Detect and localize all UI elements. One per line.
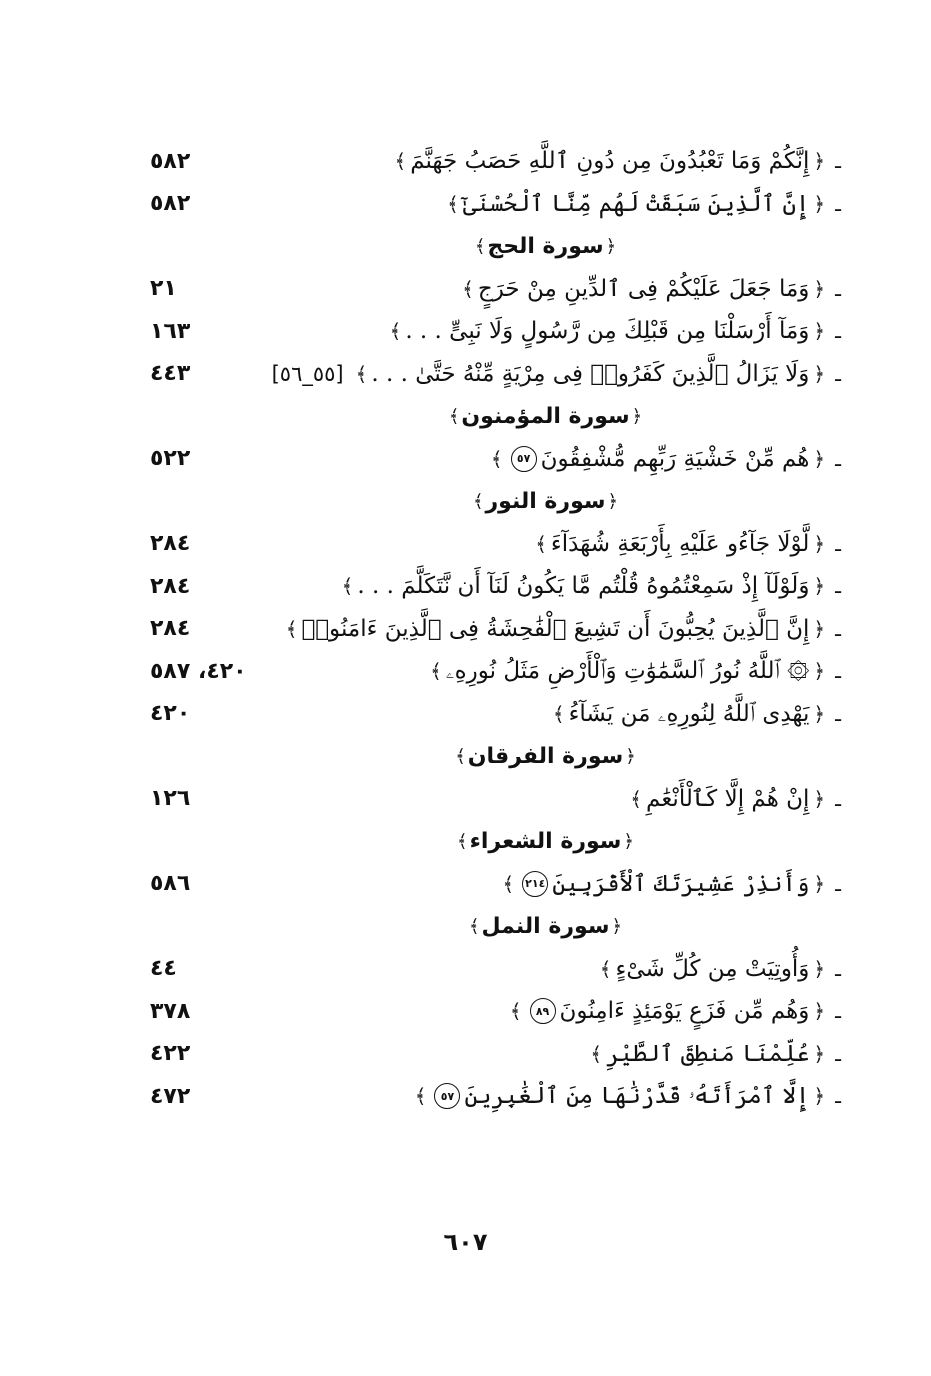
page-reference: ٥٢٢: [150, 446, 191, 472]
verse-entry: [150, 268, 841, 311]
page-reference: ٤٤٣: [150, 361, 191, 387]
page-reference: ١٢٦: [150, 786, 191, 812]
list-dash: ـ: [835, 361, 841, 386]
verse-entry: [150, 1075, 841, 1118]
verse-text: ۞ ٱللَّهُ نُورُ ٱلسَّمَٰوَٰتِ وَٱلْأَرْضِ مَثَلُ نُورِهِۦ: [445, 658, 810, 685]
ayah-number-marker: ٥٧: [434, 1083, 460, 1109]
verse-text: وَأُوتِيَتْ مِن كُلِّ شَىْءٍ: [615, 955, 810, 982]
list-dash: ـ: [835, 999, 841, 1024]
verse-quote: [596, 956, 841, 982]
surah-heading: [150, 820, 841, 863]
verse-quote: [282, 616, 841, 642]
verse-entry: [150, 778, 841, 821]
surah-heading-text: سورة المؤمنون: [461, 403, 630, 429]
verse-entry: [150, 565, 841, 608]
list-dash: ـ: [835, 616, 841, 641]
verse-quote: [386, 318, 841, 344]
verse-text: إِنَّ ٱلَّذِينَ سَبَقَتْ لَهُم مِّنَّا ٱلْحُسْنَىٰٓ: [462, 190, 810, 217]
ornate-bracket-close: ﴾: [599, 956, 612, 981]
verse-text: وَلَا يَزَالُ ٱلَّذِينَ كَفَرُوا۟ فِى مِرْيَةٍ مِّنْهُ حَتَّىٰ . . .: [371, 360, 810, 387]
surah-heading: [150, 395, 841, 438]
ornate-bracket-open: ﴿: [813, 999, 826, 1024]
verse-range-reference: [٥٥_٥٦]: [271, 361, 344, 386]
list-dash: ـ: [835, 149, 841, 174]
ornate-bracket-close: ﴾: [502, 871, 515, 896]
verse-entry: [150, 438, 841, 481]
ornate-bracket-close: ﴾: [448, 405, 460, 427]
verse-quote: [487, 446, 841, 472]
page-reference: ٤٧٢: [150, 1083, 191, 1109]
list-dash: ـ: [835, 276, 841, 301]
ornate-bracket-close: ﴾: [590, 1041, 603, 1066]
ornate-bracket-open: ﴿: [623, 830, 634, 852]
ornate-bracket-open: ﴿: [813, 786, 826, 811]
verse-quote: [506, 998, 841, 1024]
ornate-bracket-open: ﴿: [813, 1041, 826, 1066]
surah-heading-text: سورة الفرقان: [467, 743, 624, 769]
ornate-bracket-open: ﴿: [607, 490, 619, 512]
verse-entry: [150, 310, 841, 353]
list-dash: ـ: [835, 1041, 841, 1066]
verse-text: إِنَّ ٱلَّذِينَ يُحِبُّونَ أَن تَشِيعَ ٱلْفَٰحِشَةُ فِى ٱلَّذِينَ ءَامَنُوا۟: [301, 615, 810, 642]
surah-heading-text: سورة الشعراء: [469, 828, 622, 854]
page-reference: ٢٨٤: [150, 616, 191, 642]
verse-text: وَلَوْلَآ إِذْ سَمِعْتُمُوهُ قُلْتُم مَّا يَكُونُ لَنَآ أَن نَّتَكَلَّمَ . . .: [357, 573, 810, 600]
surah-heading: [150, 735, 841, 778]
verse-quote: [272, 361, 841, 387]
ayah-number-marker: ٥٧: [511, 446, 537, 472]
list-dash: ـ: [835, 871, 841, 896]
list-dash: ـ: [835, 319, 841, 344]
ornate-bracket-close: ﴾: [462, 276, 474, 301]
ornate-bracket-close: ﴾: [285, 616, 298, 641]
list-dash: ـ: [835, 531, 841, 556]
ornate-bracket-close: ﴾: [414, 1084, 427, 1109]
ornate-bracket-open: ﴿: [813, 319, 826, 344]
verse-entry: [150, 1033, 841, 1076]
verse-entry: [150, 608, 841, 651]
verse-quote: [458, 276, 841, 302]
verse-text: وَأَنذِرْ عَشِيرَتَكَ ٱلْأَقْرَبِينَ: [552, 870, 810, 897]
list-dash: ـ: [835, 574, 841, 599]
ornate-bracket-open: ﴿: [813, 446, 826, 471]
verse-entry: [150, 353, 841, 396]
ayah-number-marker: ٢١٤: [522, 871, 548, 897]
ornate-bracket-open: ﴿: [813, 871, 826, 896]
page-reference: ٤٢٢: [150, 1041, 191, 1067]
surah-heading: [150, 905, 841, 948]
ornate-bracket-close: ﴾: [389, 319, 402, 344]
ornate-bracket-close: ﴾: [474, 235, 486, 257]
page-reference: ٥٨٢: [150, 191, 191, 217]
verse-entry: [150, 948, 841, 991]
ornate-bracket-open: ﴿: [813, 276, 826, 301]
ornate-bracket-close: ﴾: [355, 361, 368, 386]
ornate-bracket-open: ﴿: [813, 1084, 826, 1109]
ornate-bracket-open: ﴿: [813, 361, 826, 386]
surah-heading-text: سورة النور: [485, 488, 606, 514]
list-dash: ـ: [835, 786, 841, 811]
surah-heading: [150, 225, 841, 268]
page-reference: ٤٢٠، ٥٨٧: [150, 658, 247, 684]
verse-text: لَّوْلَا جَآءُو عَلَيْهِ بِأَرْبَعَةِ شُهَدَآءَ: [550, 530, 810, 557]
verse-text: إِنَّكُمْ وَمَا تَعْبُدُونَ مِن دُونِ ٱللَّهِ حَصَبُ جَهَنَّمَ: [410, 148, 810, 175]
verse-quote: [586, 1041, 841, 1067]
page-reference: ٢٨٤: [150, 573, 191, 599]
surah-heading-text: سورة النمل: [481, 913, 610, 939]
verse-quote: [426, 658, 841, 684]
index-list: [150, 140, 841, 1118]
ayah-number-marker: ٨٩: [530, 998, 556, 1024]
verse-quote: [390, 148, 841, 174]
page-reference: ١٦٣: [150, 318, 191, 344]
list-dash: ـ: [835, 659, 841, 684]
page-reference: ٤٤: [150, 956, 177, 982]
list-dash: ـ: [835, 701, 841, 726]
ornate-bracket-close: ﴾: [490, 446, 503, 471]
ornate-bracket-close: ﴾: [552, 701, 565, 726]
page-reference: ٢٨٤: [150, 531, 191, 557]
verse-quote: [549, 701, 841, 727]
ornate-bracket-close: ﴾: [472, 490, 484, 512]
ornate-bracket-open: ﴿: [625, 745, 636, 767]
verse-text: وَمَا جَعَلَ عَلَيْكُمْ فِى ٱلدِّينِ مِنْ حَرَجٍ: [477, 275, 810, 302]
ornate-bracket-close: ﴾: [430, 659, 442, 684]
ornate-bracket-close: ﴾: [455, 745, 466, 767]
ornate-bracket-close: ﴾: [509, 999, 522, 1024]
verse-entry: [150, 140, 841, 183]
ornate-bracket-close: ﴾: [630, 786, 643, 811]
verse-text: إِنْ هُمْ إِلَّا كَٱلْأَنْعَٰمِ: [646, 785, 810, 812]
ornate-bracket-close: ﴾: [469, 915, 480, 937]
ornate-bracket-open: ﴿: [813, 701, 826, 726]
surah-heading-text: سورة الحج: [487, 233, 604, 259]
verse-entry: [150, 523, 841, 566]
page-reference: ٣٧٨: [150, 998, 191, 1024]
verse-entry: [150, 693, 841, 736]
verse-quote: [499, 871, 842, 897]
list-dash: ـ: [835, 191, 841, 216]
ornate-bracket-close: ﴾: [535, 531, 547, 556]
ornate-bracket-open: ﴿: [813, 149, 826, 174]
page-reference: ٥٨٢: [150, 148, 191, 174]
verse-entry: [150, 183, 841, 226]
verse-text: إِلَّا ٱمْرَأَتَهُۥ قَدَّرْنَٰهَا مِنَ ٱلْغَٰبِرِينَ: [464, 1083, 810, 1110]
page-reference: ٥٨٦: [150, 871, 191, 897]
ornate-bracket-open: ﴿: [813, 191, 826, 216]
verse-text: هُم مِّنْ خَشْيَةِ رَبِّهِم مُّشْفِقُونَ: [540, 445, 810, 472]
ornate-bracket-open: ﴿: [631, 405, 643, 427]
list-dash: ـ: [835, 956, 841, 981]
page-reference: ٢١: [150, 276, 177, 302]
ornate-bracket-open: ﴿: [813, 616, 826, 641]
surah-heading: [150, 480, 841, 523]
verse-text: وَمَآ أَرْسَلْنَا مِن قَبْلِكَ مِن رَّسُولٍ وَلَا نَبِىٍّ . . .: [405, 318, 810, 345]
verse-quote: [443, 191, 841, 217]
verse-quote: [531, 531, 841, 557]
ornate-bracket-open: ﴿: [813, 531, 826, 556]
ornate-bracket-close: ﴾: [394, 149, 407, 174]
page-reference: ٤٢٠: [150, 701, 191, 727]
list-dash: ـ: [835, 446, 841, 471]
ornate-bracket-close: ﴾: [341, 574, 354, 599]
verse-entry: [150, 650, 841, 693]
verse-entry: [150, 863, 841, 906]
ornate-bracket-open: ﴿: [611, 915, 623, 937]
ornate-bracket-open: ﴿: [813, 574, 826, 599]
verse-quote: [626, 786, 841, 812]
verse-text: يَهْدِى ٱللَّهُ لِنُورِهِۦ مَن يَشَآءُ: [568, 700, 810, 727]
ornate-bracket-open: ﴿: [813, 956, 826, 981]
list-dash: ـ: [835, 1084, 841, 1109]
verse-text: وَهُم مِّن فَزَعٍ يَوْمَئِذٍ ءَامِنُونَ: [559, 998, 810, 1025]
ornate-bracket-close: ﴾: [447, 191, 459, 216]
verse-quote: [411, 1083, 841, 1109]
verse-text: عُلِّمْنَا مَنطِقَ ٱلطَّيْرِ: [606, 1040, 810, 1067]
verse-entry: [150, 990, 841, 1033]
verse-quote: [338, 573, 841, 599]
page-number: ٦٠٧: [443, 1228, 488, 1256]
ornate-bracket-open: ﴿: [605, 235, 617, 257]
ornate-bracket-close: ﴾: [457, 830, 468, 852]
ornate-bracket-open: ﴿: [813, 659, 826, 684]
